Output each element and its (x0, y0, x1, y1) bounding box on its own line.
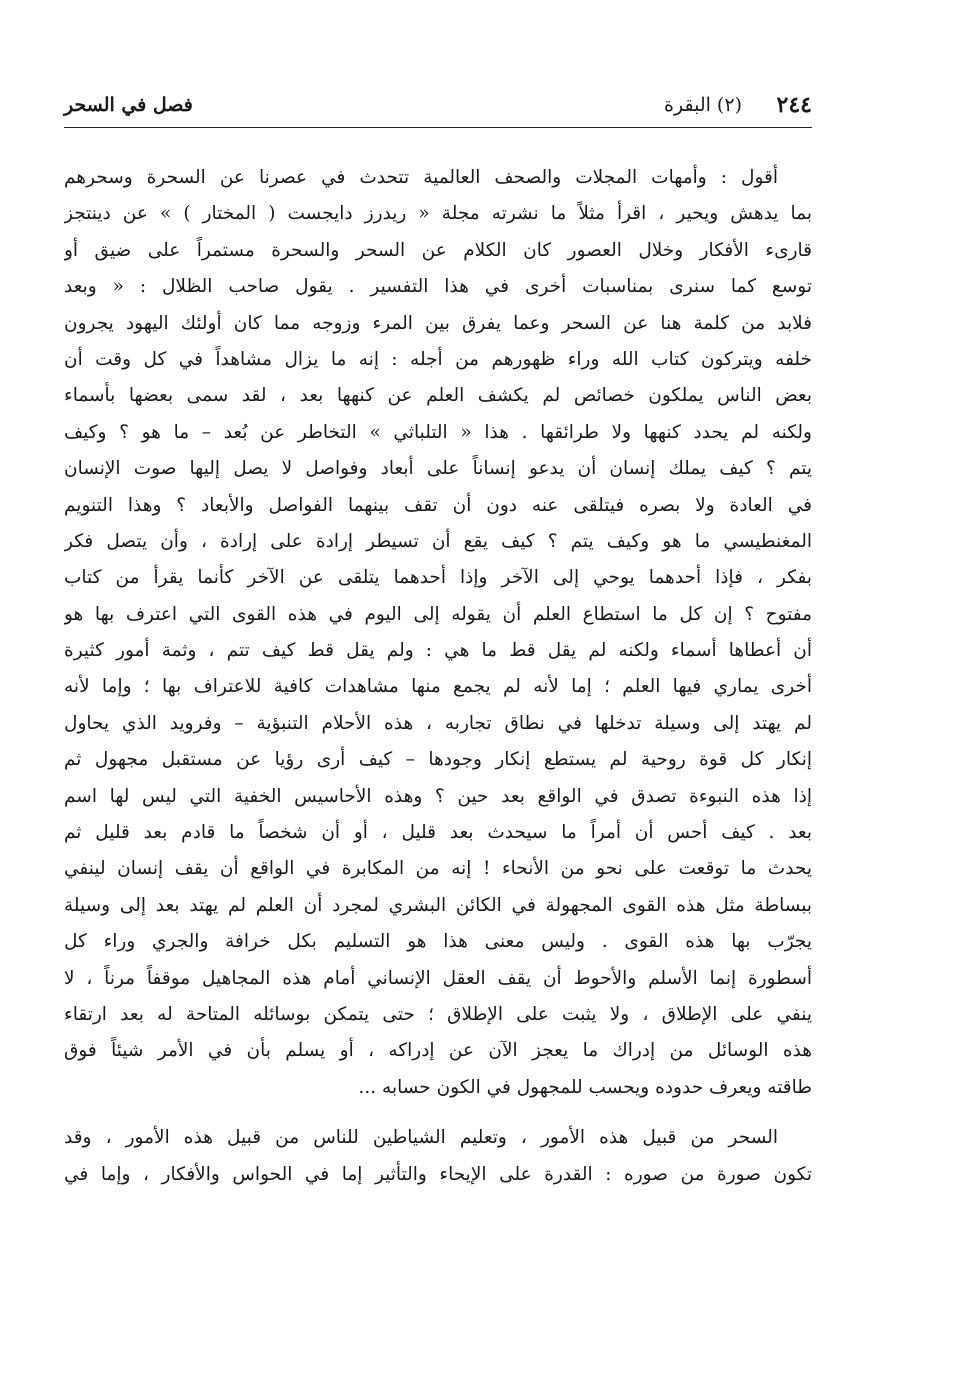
text-line: مفتوح ؟ إن كل ما استطاع العلم أن يقوله إلى اليوم في هذه القوى التي اعترف بها هو (64, 603, 812, 625)
paragraph-1 (64, 160, 812, 1106)
text-line: إذا هذه النبوءة تصدق في الواقع بعد حين ؟ وهذه الأحاسيس الخفية التي ليس لها اسم (64, 785, 812, 807)
page-header (64, 88, 812, 128)
surah-title: (٢) البقرة (664, 94, 742, 116)
text-line: خلفه ويتركون كتاب الله وراء ظهورهم من أجله : إنه ما يزال مشاهداً في كل وقت أن (64, 348, 812, 370)
text-line: توسع كما سنرى بمناسبات أخرى في هذا التفسير . يقول صاحب الظلال : « وبعد (64, 276, 812, 298)
section-title: فصل في السحر (64, 94, 193, 116)
text-line: يحدث ما توقعت على نحو من الأنحاء ! إنه من المكابرة في الواقع أن يقف إنسان لينفي (64, 858, 812, 880)
text-line: بفكر ، فإذا أحدهما يوحي إلى الآخر وإذا أحدهما يتلقى عن الآخر كأنما يقرأ من كتاب (64, 567, 812, 589)
text-line: تكون صورة من صوره : القدرة على الإيحاء والتأثير إما في الحواس والأفكار ، وإما في (64, 1163, 812, 1185)
text-line: ينفي على الإطلاق ، ولا يثبت على الإطلاق ؛ حتى يتمكن بوسائله المتاحة له بعد ارتقاء (64, 1003, 812, 1025)
text-line: أقول : وأمهات المجلات والصحف العالمية تتحدث في عصرنا عن السحرة وسحرهم (64, 167, 778, 188)
text-line: أسطورة إنما الأسلم والأحوط أن يقف العقل الإنساني أمام هذه المجاهيل موقفاً مرناً ، لا (64, 967, 812, 989)
header-divider (64, 127, 812, 128)
page-number: ٢٤٤ (776, 92, 812, 118)
text-line: بعد . كيف أحس أن أمراً ما سيحدث بعد قليل ، أو أن شخصاً ما قادم بعد قليل ثم (64, 822, 812, 844)
paragraph-gap (64, 1106, 812, 1120)
text-line: ولكنه لم يحدد كنهها ولا طرائقها . هذا « التلباثي » التخاطر عن بُعد – ما هو ؟ وكيف (64, 421, 812, 443)
text-line: إنكار كل قوة روحية لم يستطع إنكار وجودها – كيف أرى رؤيا عن مستقبل مجهول ثم (64, 749, 812, 771)
text-line: أن أعطاها أسماء ولكنه لم يقل قط ما هي : ولم يقل قط كيف تتم ، وثمة أمور كثيرة (64, 640, 812, 662)
text-line: قارىء الأفكار وخلال العصور كان الكلام عن السحر والسحرة مستمراً على ضيق أو (64, 239, 812, 261)
paragraph-2 (64, 1120, 812, 1193)
text-line: طاقته ويعرف حدوده ويحسب للمجهول في الكون حسابه ... (358, 1076, 812, 1098)
text-line: ببساطة مثل هذه القوى المجهولة في الكائن البشري لمجرد أن العلم لم يهتد بعد إلى وسيلة (64, 894, 812, 916)
text-line: في العادة ولا بصره فيتلقى عنه دون أن تقف بينهما الفواصل والأبعاد ؟ وهذا التنويم (64, 494, 812, 516)
body-text (64, 160, 812, 1193)
text-line: أخرى يماري فيها العلم ؛ إما لأنه لم يجمع منها مشاهدات كافية للاعتراف بها ؛ وإما لأنه (64, 676, 812, 698)
text-line: هذه الوسائل من إدراك ما يعجز الآن عن إدراكه ، أو يسلم بأن في الأمر شيئاً فوق (64, 1040, 812, 1062)
text-line: السحر من قبيل هذه الأمور ، وتعليم الشياطين للناس من قبيل هذه الأمور ، وقد (64, 1127, 778, 1149)
text-line: المغنطيسي ما هو وكيف يتم ؟ كيف يقع أن تسيطر إرادة على إرادة ، وأن يتصل فكر (64, 530, 812, 552)
text-line: يجرّب بها هذه القوى . وليس معنى هذا هو التسليم بكل خرافة والجري وراء كل (64, 931, 812, 953)
text-line: لم يهتد إلى وسيلة تدخلها في نطاق تجاربه ، هذه الأحلام التنبؤية – وفرويد الذي يحاول (64, 712, 812, 734)
text-line: بعض الناس يملكون خصائص لم يكشف العلم عن كنهها بعد ، لقد سمى بعضها بأسماء (64, 385, 812, 407)
text-line: فلابد من كلمة هنا عن السحر وعما يفرق بين المرء وزوجه مما كان أولئك اليهود يجرون (64, 312, 812, 334)
text-line: بما يدهش ويحير ، اقرأ مثلاً ما نشرته مجلة « ريدرز دايجست ( المختار ) » عن دينتجز (64, 203, 812, 225)
text-line: يتم ؟ كيف يملك إنسان أن يدعو إنساناً على أبعاد وفواصل لا يصل إليها صوت الإنسان (64, 458, 812, 480)
